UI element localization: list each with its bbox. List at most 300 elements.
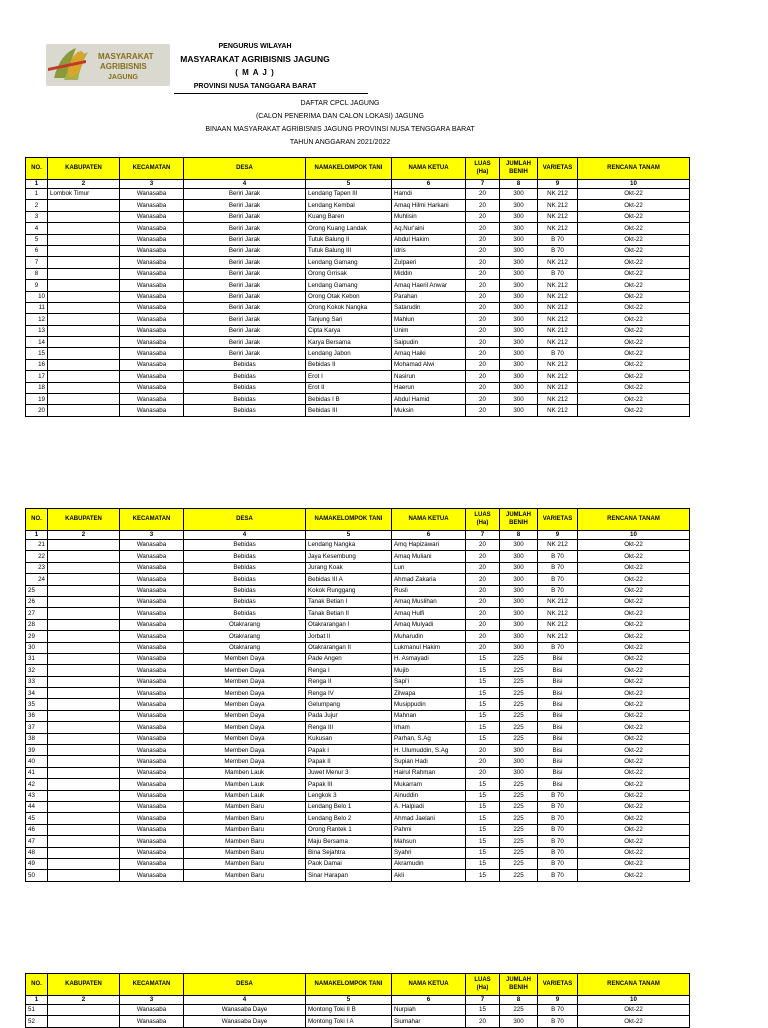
table-row bbox=[26, 574, 690, 585]
table-cell: Wanasaba bbox=[120, 653, 184, 664]
table-cell: Satarudin bbox=[392, 302, 466, 313]
table-cell: Akramudin bbox=[392, 858, 466, 869]
table-cell: Lombok Timur bbox=[48, 189, 120, 200]
table-cell: Montong Toki II B bbox=[306, 1005, 392, 1016]
table-cell: 300 bbox=[500, 280, 538, 291]
table-cell: H. Ulumuddin, S.Ag bbox=[392, 745, 466, 756]
table-cell: Mamben Baru bbox=[184, 847, 306, 858]
table-cell: NK 212 bbox=[538, 337, 578, 348]
table-row bbox=[26, 382, 690, 393]
table-cell bbox=[48, 722, 120, 733]
table-cell: Okt-22 bbox=[578, 211, 690, 222]
table-cell: B 70 bbox=[538, 847, 578, 858]
table-cell: Wanasaba bbox=[120, 870, 184, 881]
column-number: 3 bbox=[120, 180, 184, 189]
column-number: 9 bbox=[538, 180, 578, 189]
cpcl-table-1 bbox=[25, 157, 690, 417]
table-cell: Okt-22 bbox=[578, 405, 690, 416]
column-number: 1 bbox=[26, 531, 48, 540]
table-cell: Okt-22 bbox=[578, 608, 690, 619]
column-header: KECAMATAN bbox=[120, 509, 184, 531]
table-cell: Okt-22 bbox=[578, 813, 690, 824]
org-name: MASYARAKAT AGRIBISNIS JAGUNG bbox=[180, 54, 330, 64]
table-cell bbox=[48, 756, 120, 767]
table-cell: 300 bbox=[500, 200, 538, 211]
table-cell: Wanasaba bbox=[120, 676, 184, 687]
table-cell: 225 bbox=[500, 710, 538, 721]
table-cell: 15 bbox=[466, 665, 500, 676]
table-cell: 15 bbox=[466, 847, 500, 858]
table-cell: Bebidas bbox=[184, 574, 306, 585]
table-cell bbox=[48, 665, 120, 676]
table-cell: 20 bbox=[466, 382, 500, 393]
table-row bbox=[26, 189, 690, 200]
table-cell: Bisi bbox=[538, 767, 578, 778]
table-cell bbox=[48, 631, 120, 642]
table-cell: 52 bbox=[26, 1016, 48, 1027]
table-cell: Renga III bbox=[306, 722, 392, 733]
table-cell: 2 bbox=[26, 200, 48, 211]
column-number: 3 bbox=[120, 531, 184, 540]
table-cell: Okt-22 bbox=[578, 223, 690, 234]
table-cell: 225 bbox=[500, 733, 538, 744]
logo-text-2: AGRIBISNIS bbox=[100, 62, 147, 71]
table-cell: NK 212 bbox=[538, 291, 578, 302]
table-cell: Mamben Lauk bbox=[184, 790, 306, 801]
table-row bbox=[26, 824, 690, 835]
table-row bbox=[26, 836, 690, 847]
table-cell bbox=[48, 371, 120, 382]
table-cell: Lendang Belo 2 bbox=[306, 813, 392, 824]
table-cell: 225 bbox=[500, 836, 538, 847]
column-header: LUAS (Ha) bbox=[466, 974, 500, 996]
table-cell: A. Halpiadi bbox=[392, 801, 466, 812]
table-cell: Wanasaba bbox=[120, 245, 184, 256]
table-cell: Bebidas bbox=[184, 394, 306, 405]
column-number: 4 bbox=[184, 996, 306, 1005]
column-header: VARIETAS bbox=[538, 974, 578, 996]
table-cell bbox=[48, 870, 120, 881]
header-row bbox=[26, 158, 690, 180]
table-cell: Bebidas bbox=[184, 540, 306, 551]
table-cell: Erot II bbox=[306, 382, 392, 393]
column-number: 5 bbox=[306, 996, 392, 1005]
table-cell: 300 bbox=[500, 337, 538, 348]
table-cell: Wanasaba bbox=[120, 710, 184, 721]
table-cell: NK 212 bbox=[538, 608, 578, 619]
table-cell bbox=[48, 405, 120, 416]
table-cell bbox=[48, 847, 120, 858]
table-row bbox=[26, 676, 690, 687]
table-cell: 45 bbox=[26, 813, 48, 824]
table-cell: Wanasaba bbox=[120, 767, 184, 778]
table-cell: NK 212 bbox=[538, 631, 578, 642]
column-header: NAMA KETUA bbox=[392, 974, 466, 996]
table-cell: 50 bbox=[26, 870, 48, 881]
table-cell: 20 bbox=[466, 619, 500, 630]
column-number: 8 bbox=[500, 996, 538, 1005]
table-cell: Memben Daya bbox=[184, 722, 306, 733]
column-number: 2 bbox=[48, 531, 120, 540]
table-cell: 225 bbox=[500, 676, 538, 687]
column-header: VARIETAS bbox=[538, 158, 578, 180]
table-cell: Irham bbox=[392, 722, 466, 733]
table-cell: Otakrarangan II bbox=[306, 642, 392, 653]
header-row bbox=[26, 509, 690, 531]
table-cell: 20 bbox=[466, 756, 500, 767]
table-cell: Wanasaba bbox=[120, 801, 184, 812]
table-cell: 15 bbox=[466, 779, 500, 790]
table-cell: Parahan bbox=[392, 291, 466, 302]
table-row bbox=[26, 314, 690, 325]
table-cell: Bebidas III bbox=[306, 405, 392, 416]
table-cell: 10 bbox=[26, 291, 48, 302]
table-cell: 300 bbox=[500, 371, 538, 382]
table-cell bbox=[48, 562, 120, 573]
table-cell: Memben Daya bbox=[184, 653, 306, 664]
table-row bbox=[26, 359, 690, 370]
column-number: 9 bbox=[538, 531, 578, 540]
column-header: JUMLAH BENIH bbox=[500, 974, 538, 996]
table-cell: Mujib bbox=[392, 665, 466, 676]
table-cell: Okt-22 bbox=[578, 257, 690, 268]
table-cell bbox=[48, 676, 120, 687]
table-cell: Wanasaba bbox=[120, 325, 184, 336]
table-cell: Okt-22 bbox=[578, 836, 690, 847]
table-cell: Gelumpang bbox=[306, 699, 392, 710]
table-cell: Bebidas bbox=[184, 405, 306, 416]
table-cell: 300 bbox=[500, 642, 538, 653]
table-cell: Hamdi bbox=[392, 189, 466, 200]
table-cell: Wanasaba bbox=[120, 394, 184, 405]
column-number: 8 bbox=[500, 531, 538, 540]
table-cell: Renga I bbox=[306, 665, 392, 676]
table-cell bbox=[48, 710, 120, 721]
table-cell: Muharudin bbox=[392, 631, 466, 642]
table-cell: Okt-22 bbox=[578, 302, 690, 313]
column-header: NAMAKELOMPOK TANI bbox=[306, 158, 392, 180]
table-cell bbox=[48, 801, 120, 812]
table-cell: 15 bbox=[466, 676, 500, 687]
table-cell: NK 212 bbox=[538, 223, 578, 234]
table-cell: 20 bbox=[466, 314, 500, 325]
column-number: 10 bbox=[578, 180, 690, 189]
table-cell: Bisi bbox=[538, 756, 578, 767]
table-cell: H. Asmayadi bbox=[392, 653, 466, 664]
table-cell: Beriri Jarak bbox=[184, 337, 306, 348]
table-cell: Bebidas bbox=[184, 608, 306, 619]
column-header: RENCANA TANAM bbox=[578, 509, 690, 531]
table-cell: 22 bbox=[26, 551, 48, 562]
table-cell: Kokok Runggang bbox=[306, 585, 392, 596]
table-cell: Okt-22 bbox=[578, 870, 690, 881]
table-cell: Paok Damai bbox=[306, 858, 392, 869]
column-header: NO. bbox=[26, 509, 48, 531]
table-cell: Memben Daya bbox=[184, 665, 306, 676]
table-row bbox=[26, 745, 690, 756]
table-row bbox=[26, 596, 690, 607]
table-row bbox=[26, 291, 690, 302]
table-cell: Okt-22 bbox=[578, 280, 690, 291]
table-cell: Montong Toki I A bbox=[306, 1016, 392, 1027]
table-cell: Lendang Tapen III bbox=[306, 189, 392, 200]
table-cell: Okt-22 bbox=[578, 688, 690, 699]
table-cell bbox=[48, 551, 120, 562]
table-cell: Juwet Menur 3 bbox=[306, 767, 392, 778]
table-cell: Ahmad Zakaria bbox=[392, 574, 466, 585]
table-cell bbox=[48, 382, 120, 393]
logo-text-3: JAGUNG bbox=[108, 74, 138, 81]
table-cell: Wanasaba bbox=[120, 596, 184, 607]
column-header: KABUPATEN bbox=[48, 974, 120, 996]
table-cell: Lun bbox=[392, 562, 466, 573]
table-cell: Wanasaba bbox=[120, 359, 184, 370]
table-row bbox=[26, 858, 690, 869]
table-cell: 15 bbox=[466, 722, 500, 733]
table-cell bbox=[48, 348, 120, 359]
table-cell: 300 bbox=[500, 359, 538, 370]
table-cell: Okt-22 bbox=[578, 382, 690, 393]
table-cell: Okt-22 bbox=[578, 325, 690, 336]
table-cell: 225 bbox=[500, 790, 538, 801]
table-cell: 300 bbox=[500, 189, 538, 200]
table-cell: Bisi bbox=[538, 653, 578, 664]
table-cell: Bebidas bbox=[184, 596, 306, 607]
table-cell: NK 212 bbox=[538, 371, 578, 382]
table-cell: 1 bbox=[26, 189, 48, 200]
table-row bbox=[26, 268, 690, 279]
table-cell: Okt-22 bbox=[578, 359, 690, 370]
table-cell: Okt-22 bbox=[578, 291, 690, 302]
table-cell: Wanasaba bbox=[120, 756, 184, 767]
table-cell: NK 212 bbox=[538, 405, 578, 416]
header-rule bbox=[174, 93, 368, 94]
table-cell: Mamben Lauk bbox=[184, 767, 306, 778]
table-cell: 4 bbox=[26, 223, 48, 234]
table-cell: 20 bbox=[26, 405, 48, 416]
table-cell: Orong Kuang Landak bbox=[306, 223, 392, 234]
table-cell: 35 bbox=[26, 699, 48, 710]
table-cell: Bina Sejahtra bbox=[306, 847, 392, 858]
org-level: PENGURUS WILAYAH bbox=[218, 43, 292, 50]
table-cell: Wanasaba bbox=[120, 562, 184, 573]
table-cell: B 70 bbox=[538, 813, 578, 824]
table-cell: Papak II bbox=[306, 756, 392, 767]
table-cell: 11 bbox=[26, 302, 48, 313]
table-cell: Bebidas bbox=[184, 551, 306, 562]
table-cell bbox=[48, 302, 120, 313]
table-cell: Wanasaba bbox=[120, 405, 184, 416]
table-cell: 225 bbox=[500, 1005, 538, 1016]
column-number: 1 bbox=[26, 180, 48, 189]
table-cell: Nasirun bbox=[392, 371, 466, 382]
table-cell: Okt-22 bbox=[578, 371, 690, 382]
column-header: NAMA KETUA bbox=[392, 158, 466, 180]
table-row bbox=[26, 699, 690, 710]
table-cell: 225 bbox=[500, 847, 538, 858]
table-cell: Wanasaba bbox=[120, 200, 184, 211]
table-cell: Wanasaba bbox=[120, 722, 184, 733]
table-cell: Siumahar bbox=[392, 1016, 466, 1027]
table-cell: 37 bbox=[26, 722, 48, 733]
table-row bbox=[26, 722, 690, 733]
table-cell: Lendang Gamang bbox=[306, 280, 392, 291]
table-cell: 20 bbox=[466, 234, 500, 245]
table-cell: Zilwapa bbox=[392, 688, 466, 699]
table-cell: Wanasaba bbox=[120, 790, 184, 801]
column-header: JUMLAH BENIH bbox=[500, 158, 538, 180]
column-number: 2 bbox=[48, 180, 120, 189]
table-cell bbox=[48, 291, 120, 302]
table-cell: 15 bbox=[466, 733, 500, 744]
table-cell: Okt-22 bbox=[578, 1005, 690, 1016]
column-number-row bbox=[26, 180, 690, 189]
table-cell: 300 bbox=[500, 348, 538, 359]
table-cell: Renga IV bbox=[306, 688, 392, 699]
table-cell bbox=[48, 257, 120, 268]
table-cell: 49 bbox=[26, 858, 48, 869]
table-cell: 300 bbox=[500, 619, 538, 630]
table-cell: 20 bbox=[466, 596, 500, 607]
table-cell: Cipta Karya bbox=[306, 325, 392, 336]
table-cell: Amaq Muliani bbox=[392, 551, 466, 562]
table-cell: B 70 bbox=[538, 790, 578, 801]
table-cell: Beriri Jarak bbox=[184, 314, 306, 325]
column-number: 6 bbox=[392, 531, 466, 540]
table-cell: 300 bbox=[500, 562, 538, 573]
table-cell bbox=[48, 585, 120, 596]
table-cell: 24 bbox=[26, 574, 48, 585]
table-cell: 16 bbox=[26, 359, 48, 370]
table-cell: Okt-22 bbox=[578, 756, 690, 767]
table-cell: 300 bbox=[500, 631, 538, 642]
table-cell: 20 bbox=[466, 189, 500, 200]
table-cell: 225 bbox=[500, 801, 538, 812]
table-cell bbox=[48, 653, 120, 664]
table-cell: 20 bbox=[466, 280, 500, 291]
table-cell bbox=[48, 733, 120, 744]
table-row bbox=[26, 779, 690, 790]
table-cell: Wanasaba bbox=[120, 733, 184, 744]
table-cell: Okt-22 bbox=[578, 676, 690, 687]
table-cell: Tutuk Balung III bbox=[306, 245, 392, 256]
table-cell bbox=[48, 359, 120, 370]
table-cell: Orong Rantek 1 bbox=[306, 824, 392, 835]
column-number: 6 bbox=[392, 180, 466, 189]
table-cell: Beriri Jarak bbox=[184, 302, 306, 313]
table-cell: 300 bbox=[500, 540, 538, 551]
table-cell: Beriri Jarak bbox=[184, 348, 306, 359]
table-cell: Okt-22 bbox=[578, 337, 690, 348]
table-cell: B 70 bbox=[538, 551, 578, 562]
table-cell: Wanasaba Daye bbox=[184, 1016, 306, 1027]
table-row bbox=[26, 619, 690, 630]
table-cell: Okt-22 bbox=[578, 665, 690, 676]
table-cell: 38 bbox=[26, 733, 48, 744]
table-cell: Okt-22 bbox=[578, 200, 690, 211]
table-cell: 23 bbox=[26, 562, 48, 573]
table-cell: 41 bbox=[26, 767, 48, 778]
table-cell: Memben Daya bbox=[184, 688, 306, 699]
table-cell: Beriri Jarak bbox=[184, 245, 306, 256]
column-header: DESA bbox=[184, 974, 306, 996]
table-row bbox=[26, 394, 690, 405]
table-cell: 33 bbox=[26, 676, 48, 687]
table-cell: 15 bbox=[466, 688, 500, 699]
table-cell: Wanasaba bbox=[120, 223, 184, 234]
table-row bbox=[26, 790, 690, 801]
table-cell: Otakrarang bbox=[184, 642, 306, 653]
table-cell: Mamben Baru bbox=[184, 836, 306, 847]
table-cell: 300 bbox=[500, 745, 538, 756]
table-cell: Wanasaba bbox=[120, 268, 184, 279]
table-cell: 300 bbox=[500, 596, 538, 607]
table-cell: Mahlun bbox=[392, 314, 466, 325]
table-cell: Renga II bbox=[306, 676, 392, 687]
table-cell: 300 bbox=[500, 608, 538, 619]
table-cell: Wanasaba bbox=[120, 619, 184, 630]
table-cell: Beriri Jarak bbox=[184, 200, 306, 211]
table-cell: Mamben Lauk bbox=[184, 779, 306, 790]
table-cell: Idris bbox=[392, 245, 466, 256]
table-cell: NK 212 bbox=[538, 257, 578, 268]
column-header: NAMAKELOMPOK TANI bbox=[306, 974, 392, 996]
table-cell: 20 bbox=[466, 245, 500, 256]
table-cell: 300 bbox=[500, 574, 538, 585]
column-number: 8 bbox=[500, 180, 538, 189]
column-header: RENCANA TANAM bbox=[578, 158, 690, 180]
table-cell: Okt-22 bbox=[578, 858, 690, 869]
table-cell: 15 bbox=[466, 1005, 500, 1016]
table-cell: Haerun bbox=[392, 382, 466, 393]
table-cell: B 70 bbox=[538, 234, 578, 245]
table-cell: 15 bbox=[466, 836, 500, 847]
table-cell bbox=[48, 688, 120, 699]
table-row bbox=[26, 1005, 690, 1016]
table-cell: Tutuk Balung II bbox=[306, 234, 392, 245]
table-cell bbox=[48, 779, 120, 790]
table-cell: Muksin bbox=[392, 405, 466, 416]
table-cell: Okt-22 bbox=[578, 189, 690, 200]
table-row bbox=[26, 756, 690, 767]
table-cell: Bebidas III A bbox=[306, 574, 392, 585]
table-cell: B 70 bbox=[538, 574, 578, 585]
table-cell: B 70 bbox=[538, 268, 578, 279]
table-cell: 15 bbox=[26, 348, 48, 359]
table-cell: Bebidas bbox=[184, 359, 306, 370]
column-header: NO. bbox=[26, 158, 48, 180]
table-row bbox=[26, 245, 690, 256]
table-cell: Bisi bbox=[538, 779, 578, 790]
table-cell: 225 bbox=[500, 722, 538, 733]
table-row bbox=[26, 870, 690, 881]
table-cell: NK 212 bbox=[538, 325, 578, 336]
table-row bbox=[26, 211, 690, 222]
table-cell: Okt-22 bbox=[578, 268, 690, 279]
table-cell: Amaq Hulfi bbox=[392, 608, 466, 619]
table-cell: 19 bbox=[26, 394, 48, 405]
table-cell: Sapi'i bbox=[392, 676, 466, 687]
table-cell: NK 212 bbox=[538, 211, 578, 222]
table-cell bbox=[48, 790, 120, 801]
table-cell: 20 bbox=[466, 608, 500, 619]
table-cell: 15 bbox=[466, 699, 500, 710]
table-cell: Okt-22 bbox=[578, 733, 690, 744]
table-cell: Amaq Haiki bbox=[392, 348, 466, 359]
table-cell: 225 bbox=[500, 779, 538, 790]
table-cell: Wanasaba bbox=[120, 858, 184, 869]
table-cell: 300 bbox=[500, 382, 538, 393]
